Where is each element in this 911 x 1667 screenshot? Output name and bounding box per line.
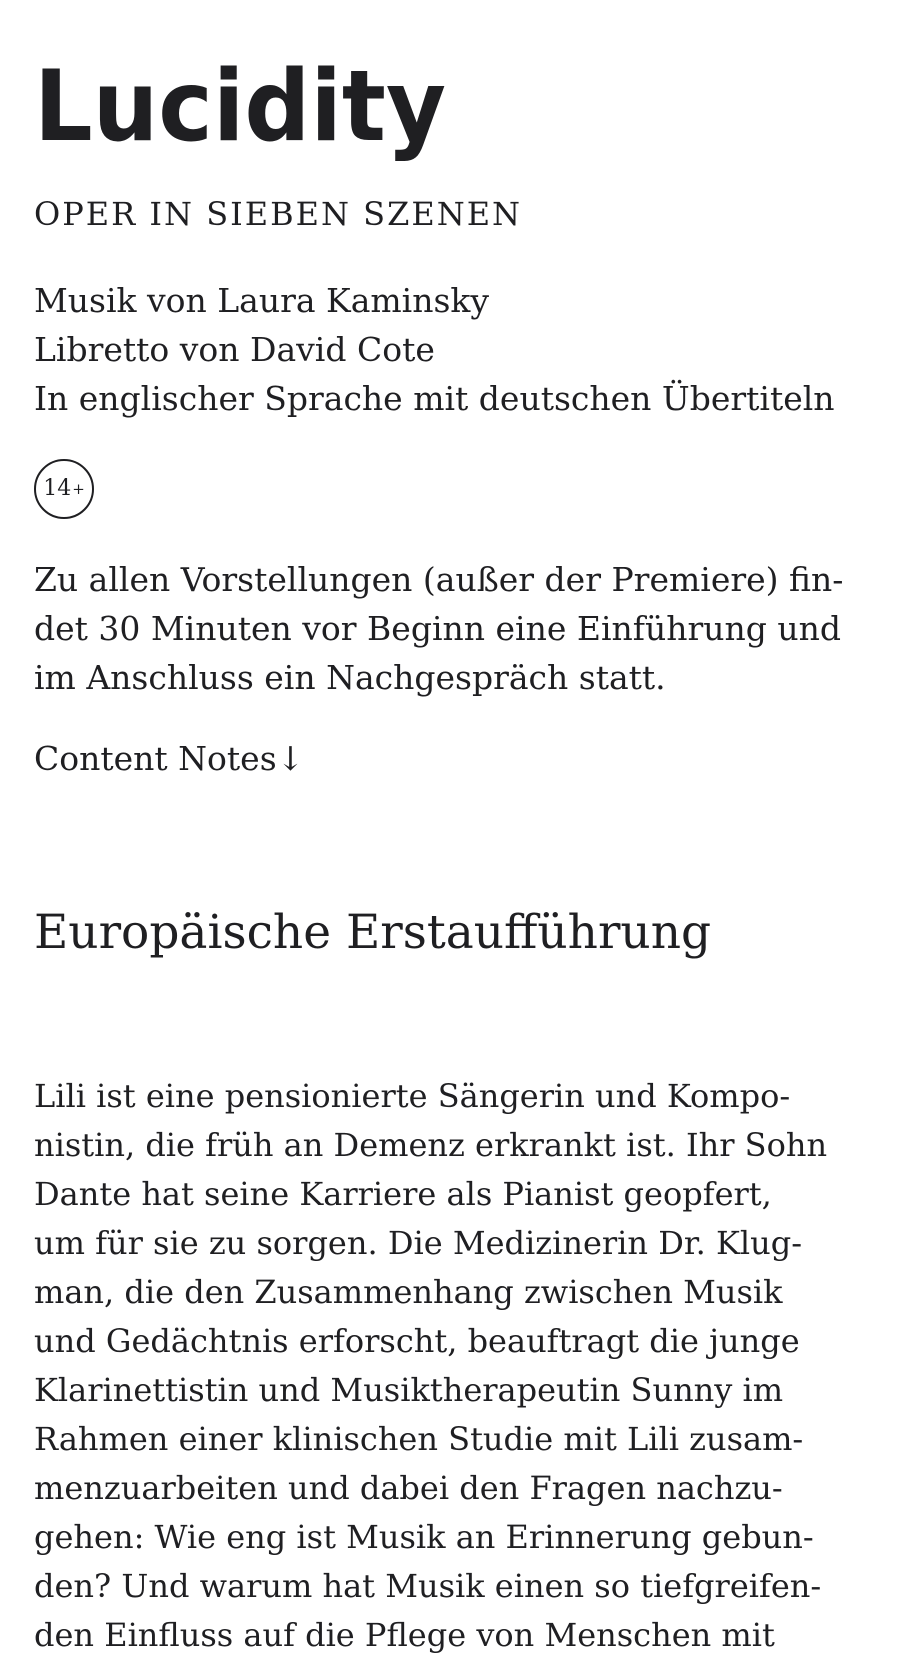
description-line: den Einfluss auf die Pflege von Menschen mit [34, 1616, 775, 1654]
credit-music: Musik von Laura Kaminsky [34, 281, 490, 320]
intro-line: im Anschluss ein Nachgespräch statt. [34, 658, 666, 697]
credits [34, 276, 835, 423]
description-line: den? Und warum hat Musik einen so tiefgreifen- [34, 1567, 822, 1605]
age-rating-badge [34, 459, 94, 519]
age-rating-number: 14 [43, 476, 72, 501]
description-line: nistin, die früh an Demenz erkrankt ist. Ihr Sohn [34, 1126, 828, 1164]
description-line: gehen: Wie eng ist Musik an Erinnerung gebun- [34, 1518, 814, 1556]
opera-subtitle: OPER IN SIEBEN SZENEN [34, 195, 523, 233]
description-line: Klarinettistin und Musiktherapeutin Sunny im [34, 1371, 784, 1409]
description-line: man, die den Zusammenhang zwischen Musik [34, 1273, 783, 1311]
lucidity-logo [34, 58, 454, 162]
credit-libretto: Libretto von David Cote [34, 330, 435, 369]
age-rating-plus: + [72, 479, 85, 498]
description-line: menzuarbeiten und dabei den Fragen nachzu- [34, 1469, 783, 1507]
lucidity-wordmark-text: Lucidity [34, 58, 446, 162]
description-line: um für sie zu sorgen. Die Medizinerin Dr. Klug- [34, 1224, 803, 1262]
credit-language: In englischer Sprache mit deutschen Übertiteln [34, 379, 835, 418]
content-notes-link[interactable] [34, 734, 304, 783]
section-headline: Europäische Erstaufführung [34, 905, 712, 960]
intro-line: det 30 Minuten vor Beginn eine Einführung und [34, 609, 842, 648]
description-line: und Gedächtnis erforscht, beauftragt die junge [34, 1322, 800, 1360]
lucidity-wordmark [34, 58, 454, 162]
introduction-note [34, 555, 884, 702]
description-text [34, 1072, 894, 1660]
arrow-down-icon: ↓ [276, 739, 305, 778]
description-line: Lili ist eine pensionierte Sängerin und Kompo- [34, 1077, 791, 1115]
description-line: Rahmen einer klinischen Studie mit Lili zusam- [34, 1420, 804, 1458]
content-notes-label: Content Notes [34, 739, 277, 778]
description-line: Dante hat seine Karriere als Pianist geopfert, [34, 1175, 772, 1213]
intro-line: Zu allen Vorstellungen (außer der Premiere) fin- [34, 560, 844, 599]
